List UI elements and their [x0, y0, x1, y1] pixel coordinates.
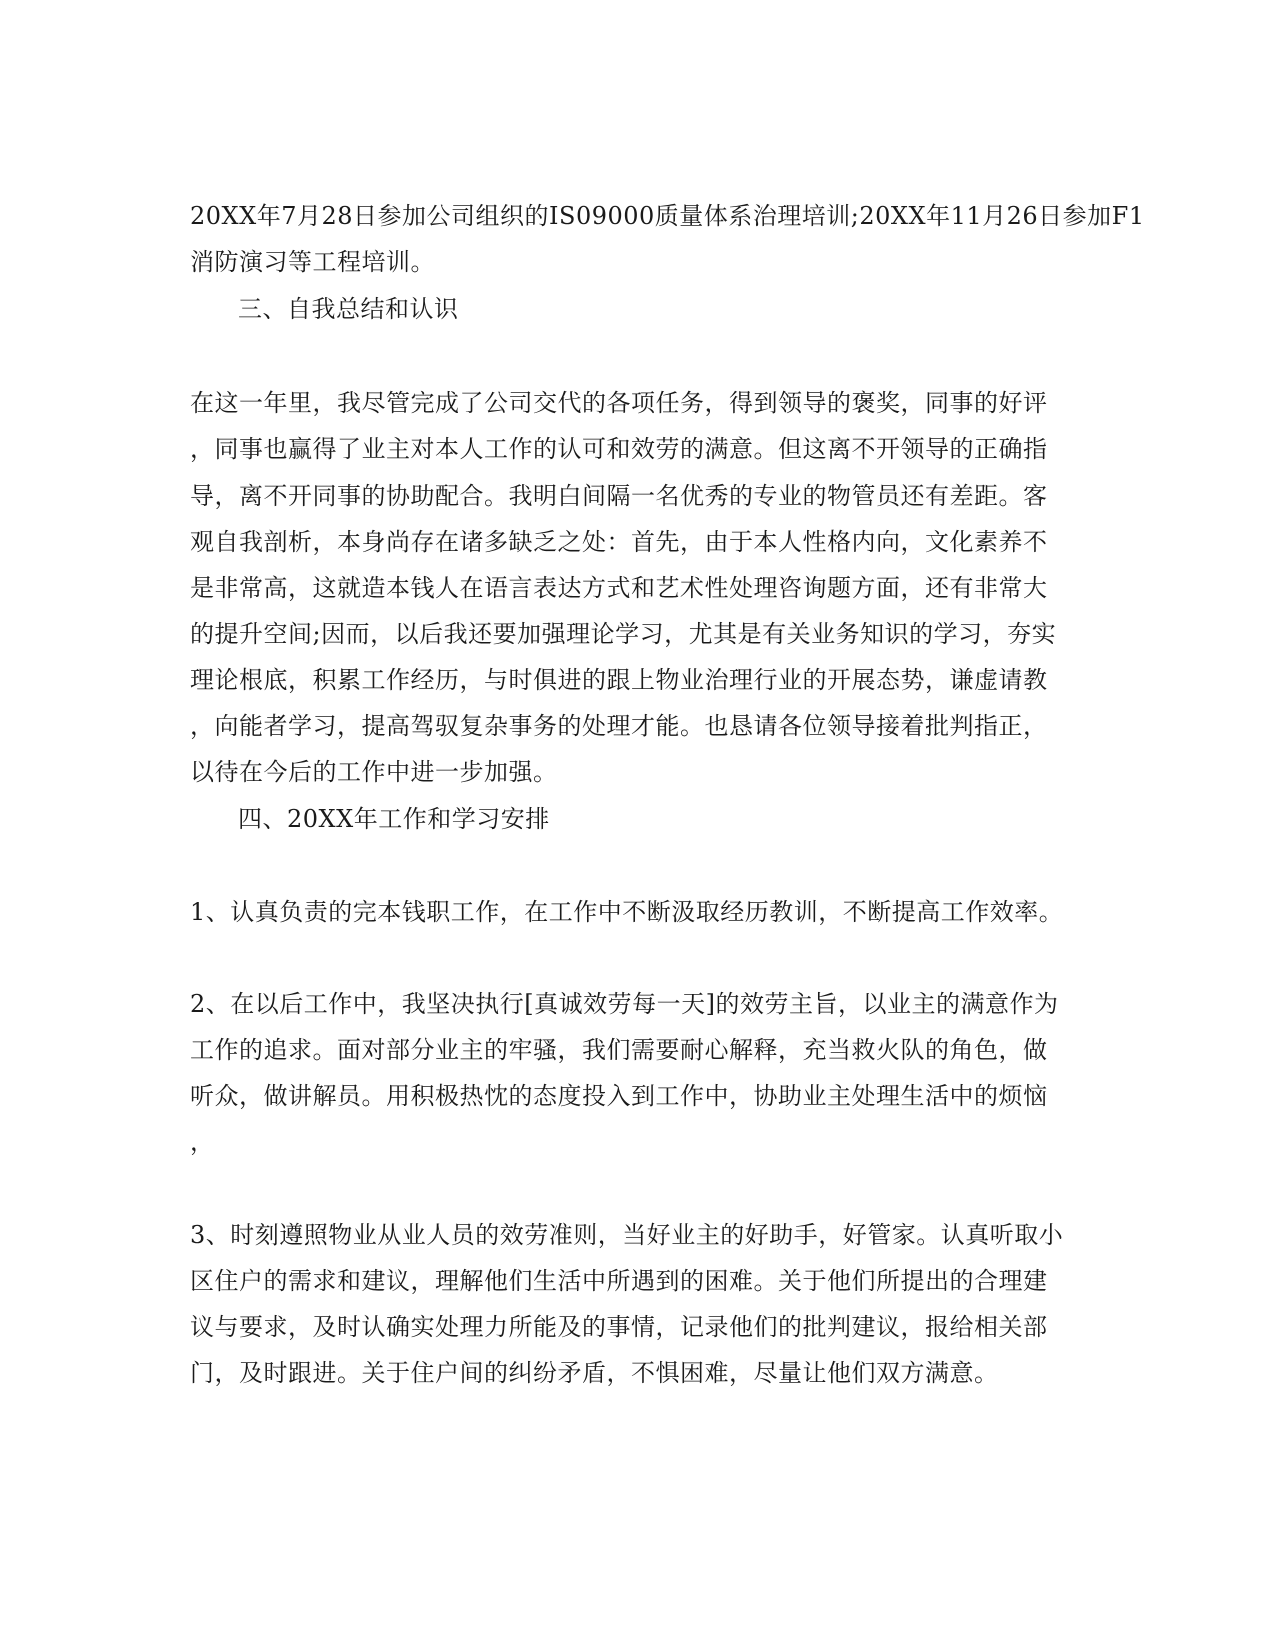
summary-paragraph-line: ，向能者学习，提高驾驭复杂事务的处理才能。也恳请各位领导接着批判指正，	[190, 712, 1048, 740]
summary-paragraph-line: 导，离不开同事的协助配合。我明白间隔一名优秀的专业的物管员还有差距。客	[190, 482, 1048, 510]
training-line-2: 消防演习等工程培训。	[190, 248, 435, 276]
summary-paragraph-line: 是非常高，这就造本钱人在语言表达方式和艺术性处理咨询题方面，还有非常大	[190, 574, 1048, 602]
plan-item-1: 1、认真负责的完本钱职工作，在工作中不断汲取经历教训，不断提高工作效率。	[190, 898, 1064, 926]
plan-item-2-line: 工作的追求。面对部分业主的牢骚，我们需要耐心解释，充当救火队的角色，做	[190, 1036, 1048, 1064]
summary-paragraph-line: 理论根底，积累工作经历，与时俱进的跟上物业治理行业的开展态势，谦虚请教	[190, 666, 1048, 694]
summary-paragraph-line: 以待在今后的工作中进一步加强。	[190, 758, 558, 786]
plan-item-3-line: 区住户的需求和建议，理解他们生活中所遇到的困难。关于他们所提出的合理建	[190, 1267, 1048, 1295]
summary-paragraph-line: ，同事也赢得了业主对本人工作的认可和效劳的满意。但这离不开领导的正确指	[190, 435, 1048, 463]
plan-item-2-line: 2、在以后工作中，我坚决执行[真诚效劳每一天]的效劳主旨，以业主的满意作为	[190, 990, 1059, 1018]
summary-paragraph-line: 在这一年里，我尽管完成了公司交代的各项任务，得到领导的褒奖，同事的好评	[190, 389, 1048, 417]
plan-item-2-line: ，	[190, 1128, 215, 1156]
summary-paragraph-line: 的提升空间;因而，以后我还要加强理论学习，尤其是有关业务知识的学习，夯实	[190, 620, 1057, 648]
plan-item-3-line: 门，及时跟进。关于住户间的纠纷矛盾，不惧困难，尽量让他们双方满意。	[190, 1359, 999, 1387]
summary-paragraph-line: 观自我剖析，本身尚存在诸多缺乏之处：首先，由于本人性格内向，文化素养不	[190, 528, 1048, 556]
section-heading-4: 四、20XX年工作和学习安排	[238, 805, 550, 833]
plan-item-2-line: 听众，做讲解员。用积极热忱的态度投入到工作中，协助业主处理生活中的烦恼	[190, 1082, 1048, 1110]
plan-item-3-line: 3、时刻遵照物业从业人员的效劳准则，当好业主的好助手，好管家。认真听取小	[190, 1221, 1064, 1249]
section-heading-3: 三、自我总结和认识	[238, 295, 459, 323]
training-line-1: 20XX年7月28日参加公司组织的IS09000质量体系治理培训;20XX年11月26日参加F1	[190, 202, 1145, 230]
plan-item-3-line: 议与要求，及时认确实处理力所能及的事情，记录他们的批判建议，报给相关部	[190, 1313, 1048, 1341]
